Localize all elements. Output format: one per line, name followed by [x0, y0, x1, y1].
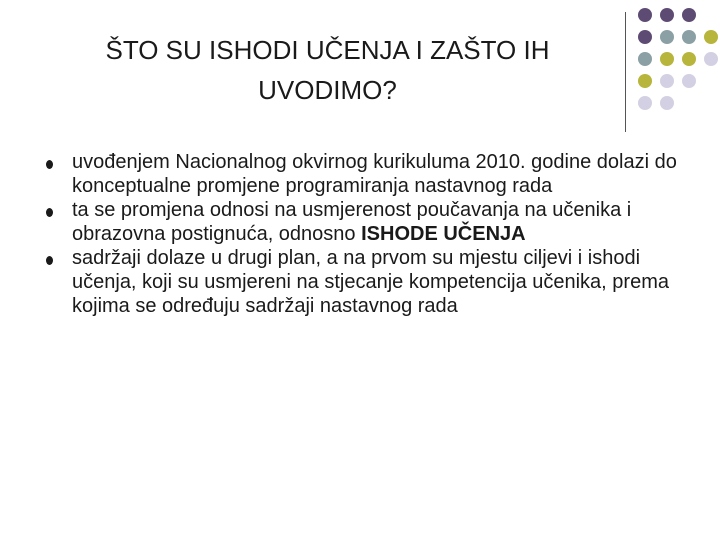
bullet-item — [46, 198, 686, 246]
decorative-dot — [638, 30, 652, 44]
decorative-dot — [682, 8, 696, 22]
decorative-dot — [660, 74, 674, 88]
decorative-dot — [660, 52, 674, 66]
decorative-dot — [638, 74, 652, 88]
decorative-dot — [638, 96, 652, 110]
bullet-text: uvođenjem Nacionalnog okvirnog kurikuluma 2010. godine dolazi do konceptualne promjene programiranja nastavnog rada — [72, 151, 677, 197]
bullet-item — [46, 150, 686, 198]
bullet-icon — [46, 256, 53, 265]
bullet-item — [46, 246, 686, 318]
decorative-dot — [682, 74, 696, 88]
decorative-dot — [638, 8, 652, 22]
decorative-dot — [660, 96, 674, 110]
bullet-emphasis: ISHODE UČENJA — [361, 223, 526, 245]
title-divider — [625, 12, 626, 132]
title-line-2: UVODIMO? — [258, 75, 397, 105]
decorative-dot — [660, 30, 674, 44]
decorative-dot — [704, 52, 718, 66]
title-line-1: ŠTO SU ISHODI UČENJA I ZAŠTO IH — [105, 35, 550, 65]
decorative-dot — [704, 30, 718, 44]
bullet-icon — [46, 208, 53, 217]
decorative-dot — [682, 30, 696, 44]
decorative-dot-grid — [638, 8, 720, 120]
bullet-icon — [46, 160, 53, 169]
slide-title — [30, 30, 625, 110]
decorative-dot — [660, 8, 674, 22]
bullet-list — [46, 150, 686, 318]
bullet-text: sadržaji dolaze u drugi plan, a na prvom su mjestu ciljevi i ishodi učenja, koji su usmjereni na stjecanje kompetencija učenika, prema kojima se određuju sadržaji nastavnog rada — [72, 247, 669, 317]
decorative-dot — [638, 52, 652, 66]
bullet-text: ta se promjena odnosi na usmjerenost poučavanja na učenika i obrazovna postignuća, odnosno — [72, 199, 632, 245]
decorative-dot — [682, 52, 696, 66]
